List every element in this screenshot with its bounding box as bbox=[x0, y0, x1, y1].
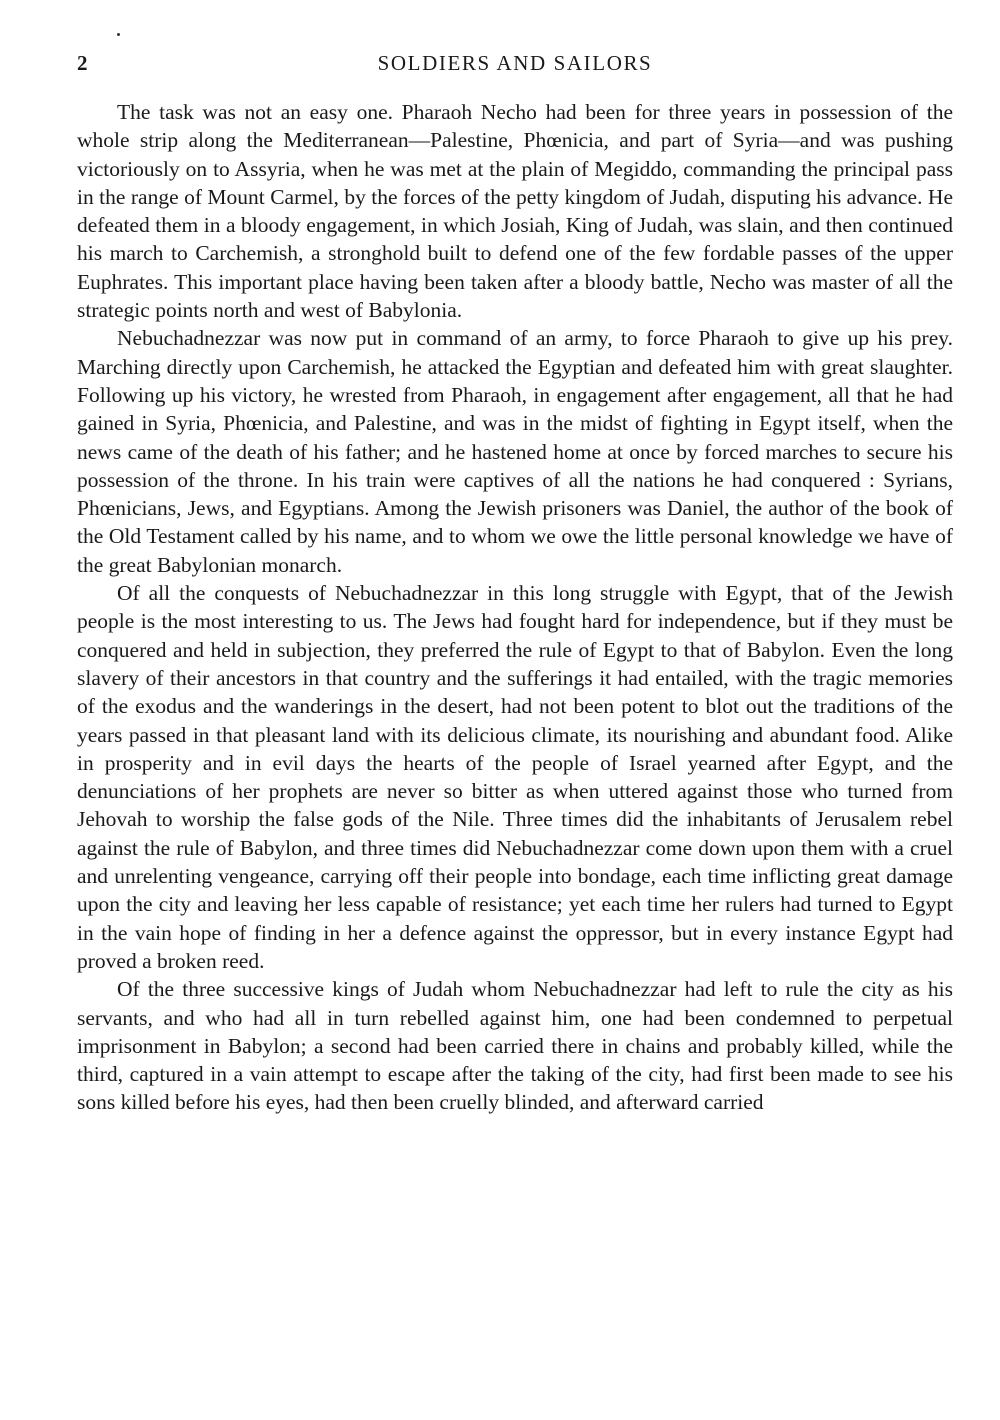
paragraph: Nebuchadnezzar was now put in command of an army, to force Pharaoh to give up his prey. Marching directly upon Carchemish, he attacked the Egyptian and defeated him with great slaughter. Following up his victory, he wrested from Pharaoh, in engagement after engagement, all that he had gained in Syria, Phœnicia, and Palestine, and was in the midst of fighting in Egypt itself, when the news came of the death of his father; and he hastened home at once by forced marches to secure his possession of the throne. In his train were captives of all the nations he had conquered : Syrians, Phœnicians, Jews, and Egyptians. Among the Jewish prisoners was Daniel, the author of the book of the Old Testament called by his name, and to whom we owe the little personal knowledge we have of the great Babylonian monarch. bbox=[77, 326, 953, 577]
paragraph: Of all the conquests of Nebuchadnezzar in this long struggle with Egypt, that of the Jewish people is the most interesting to us. The Jews had fought hard for independence, but if they must be conquered and held in subjection, they preferred the rule of Egypt to that of Babylon. Even the long slavery of their ancestors in that country and the sufferings it had entailed, with the tragic memories of the exodus and the wanderings in the desert, had not been potent to blot out the traditions of the years passed in that pleasant land with its delicious climate, its nourishing and abundant food. Alike in prosperity and in evil days the hearts of the people of Israel yearned after Egypt, and the denunciations of her prophets are never so bitter as when uttered against those who turned from Jehovah to worship the false gods of the Nile. Three times did the inhabitants of Jerusalem rebel against the rule of Babylon, and three times did Nebuchadnezzar come down upon them with a cruel and unrelenting vengeance, carrying off their people into bondage, each time inflicting great damage upon the city and leaving her less capable of resistance; yet each time her rulers had turned to Egypt in the vain hope of finding in her a defence against the oppressor, but in every instance Egypt had proved a broken reed. bbox=[77, 581, 953, 973]
page-header bbox=[77, 50, 953, 80]
running-head: SOLDIERS AND SAILORS bbox=[377, 51, 653, 75]
page-number: 2 bbox=[77, 51, 88, 75]
body-text bbox=[77, 98, 953, 1117]
scan-speck bbox=[117, 33, 120, 36]
paragraph: Of the three successive kings of Judah whom Nebuchadnezzar had left to rule the city as his servants, and who had all in turn rebelled against him, one had been condemned to perpetual imprisonment in Babylon; a second had been carried there in chains and probably killed, while the third, captured in a vain attempt to escape after the taking of the city, had first been made to see his sons killed before his eyes, had then been cruelly blinded, and afterward carried bbox=[77, 977, 953, 1115]
paragraph: The task was not an easy one. Pharaoh Necho had been for three years in possession of the whole strip along the Mediterranean—Palestine, Phœnicia, and part of Syria—and was pushing victoriously on to Assyria, when he was met at the plain of Megiddo, commanding the principal pass in the range of Mount Carmel, by the forces of the petty kingdom of Judah, disputing his advance. He defeated them in a bloody engagement, in which Josiah, King of Judah, was slain, and then continued his march to Carchemish, a stronghold built to defend one of the few fordable passes of the upper Euphrates. This important place having been taken after a bloody battle, Necho was master of all the strategic points north and west of Babylonia. bbox=[77, 100, 953, 323]
